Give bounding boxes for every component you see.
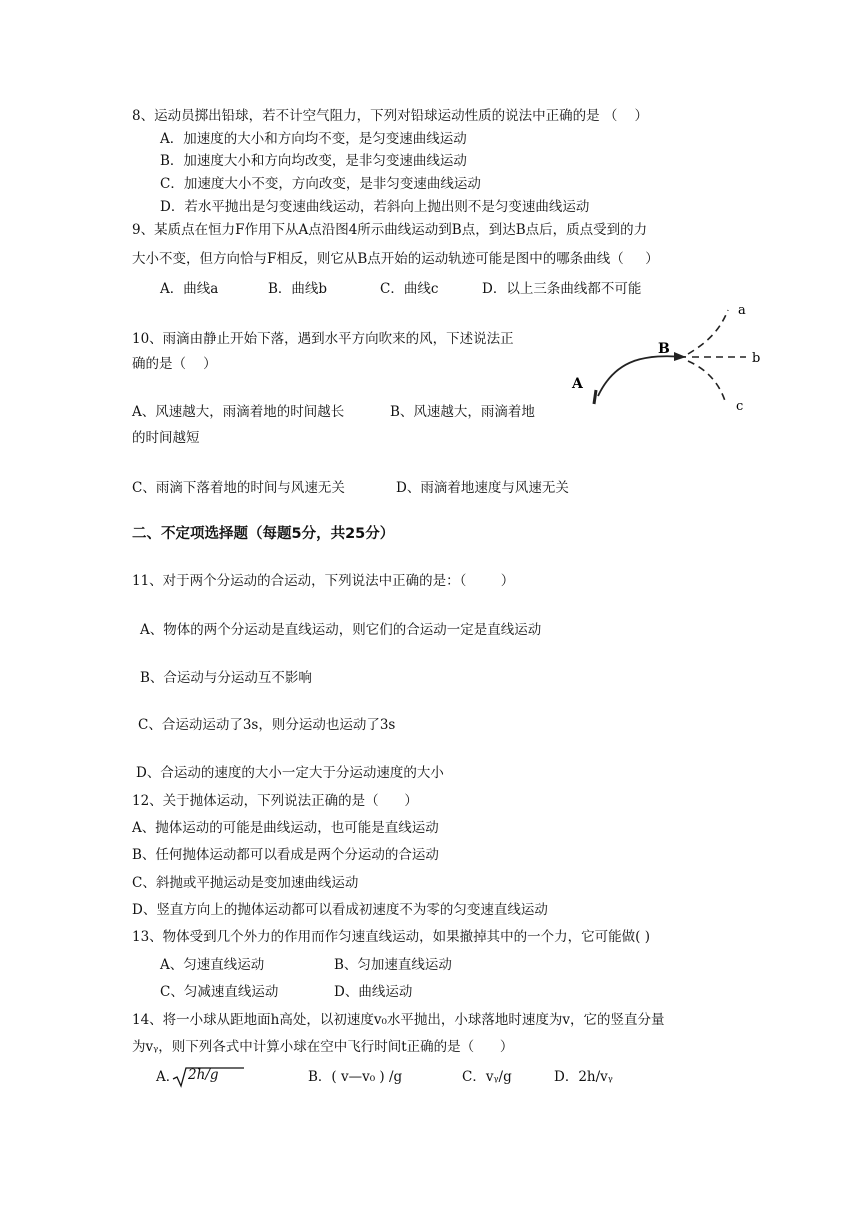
label-point-A: A	[572, 376, 583, 392]
start-mark	[594, 390, 596, 404]
label-a: a	[738, 303, 746, 318]
q13-option-a: A、匀速直线运动	[160, 957, 265, 973]
q13-option-d: D、曲线运动	[334, 984, 413, 1000]
q12-option-a: A、抛体运动的可能是曲线运动，也可能是直线运动	[132, 820, 439, 836]
q11-option-a: A、物体的两个分运动是直线运动，则它们的合运动一定是直线运动	[140, 622, 542, 638]
q12-option-c: C、斜抛或平抛运动是变加速曲线运动	[132, 875, 359, 891]
q13-option-c: C、匀减速直线运动	[160, 984, 279, 1000]
q14-option-b: B．( v—v₀ ) /g	[308, 1069, 403, 1085]
trajectory-figure	[568, 300, 768, 420]
q13-stem: 13、物体受到几个外力的作用而作匀速直线运动，如果撤掉其中的一个力，它可能做( )	[132, 929, 651, 945]
q8-option-c: C．加速度大小不变，方向改变，是非匀变速曲线运动	[160, 176, 481, 192]
q14-option-a-sqrt	[172, 1066, 246, 1088]
q8-option-b: B．加速度大小和方向均改变，是非匀变速曲线运动	[160, 153, 467, 169]
q8-option-a: A．加速度的大小和方向均不变，是匀变速曲线运动	[160, 131, 467, 147]
q8-stem: 8、运动员掷出铅球，若不计空气阻力，下列对铅球运动性质的说法中正确的是 （ ）	[132, 108, 649, 124]
q8-option-d: D．若水平抛出是匀变速曲线运动，若斜向上抛出则不是匀变速曲线运动	[160, 199, 590, 215]
q14-stem-line1: 14、将一小球从距地面h高处，以初速度v₀水平抛出，小球落地时速度为v，它的竖直分量	[132, 1012, 665, 1028]
label-c: c	[736, 399, 744, 414]
q14-option-a-expr: 2h/g	[188, 1067, 219, 1083]
q10-option-d: D、雨滴着地速度与风速无关	[396, 480, 569, 496]
label-b: b	[752, 351, 761, 366]
label-point-B: B	[658, 341, 670, 357]
q13-option-b: B、匀加速直线运动	[334, 957, 452, 973]
q12-option-d: D、竖直方向上的抛体运动都可以看成初速度不为零的匀变速直线运动	[132, 902, 548, 918]
q12-option-b: B、任何抛体运动都可以看成是两个分运动的合运动	[132, 847, 439, 863]
q10-option-a: A、风速越大，雨滴着地的时间越长	[132, 404, 345, 420]
q9-stem-line1: 9、某质点在恒力F作用下从A点沿图4所示曲线运动到B点，到达B点后，质点受到的力	[132, 222, 648, 238]
q14-option-c: C．vᵧ/g	[462, 1069, 512, 1085]
q9-option-a: A．曲线a	[160, 281, 219, 297]
q11-stem: 11、对于两个分运动的合运动，下列说法中正确的是：（ ）	[132, 573, 515, 589]
q10-stem-line1: 10、雨滴由静止开始下落，遇到水平方向吹来的风，下述说法正	[132, 331, 514, 347]
q9-option-b: B．曲线b	[268, 281, 328, 297]
q10-stem-line2: 确的是（ ）	[132, 356, 217, 372]
q10-option-c: C、雨滴下落着地的时间与风速无关	[132, 480, 345, 496]
q14-stem-line2: 为vᵧ，则下列各式中计算小球在空中飞行时间t正确的是（ ）	[132, 1039, 514, 1055]
q10-option-b: B、风速越大，雨滴着地	[390, 404, 535, 420]
q14-option-a-label: A．	[156, 1069, 180, 1085]
curve-a	[688, 310, 728, 354]
q11-option-c: C、合运动运动了3s，则分运动也运动了3s	[138, 717, 396, 733]
section-title: 二、不定项选择题（每题5分，共25分）	[132, 526, 395, 542]
trajectory-curve	[598, 356, 686, 396]
q11-option-d: D、合运动的速度的大小一定大于分运动速度的大小	[136, 765, 444, 781]
curve-c	[688, 361, 726, 404]
q9-option-d: D．以上三条曲线都不可能	[482, 281, 642, 297]
q11-option-b: B、合运动与分运动互不影响	[140, 670, 312, 686]
q14-option-d: D．2h/vᵧ	[554, 1069, 613, 1085]
q9-option-c: C．曲线c	[380, 281, 439, 297]
q10-option-b-cont: 的时间越短	[132, 430, 200, 446]
arrow-head	[674, 352, 686, 361]
q12-stem: 12、关于抛体运动，下列说法正确的是（ ）	[132, 793, 418, 809]
q9-stem-line2: 大小不变，但方向恰与F相反，则它从B点开始的运动轨迹可能是图中的哪条曲线（ ）	[132, 251, 659, 267]
